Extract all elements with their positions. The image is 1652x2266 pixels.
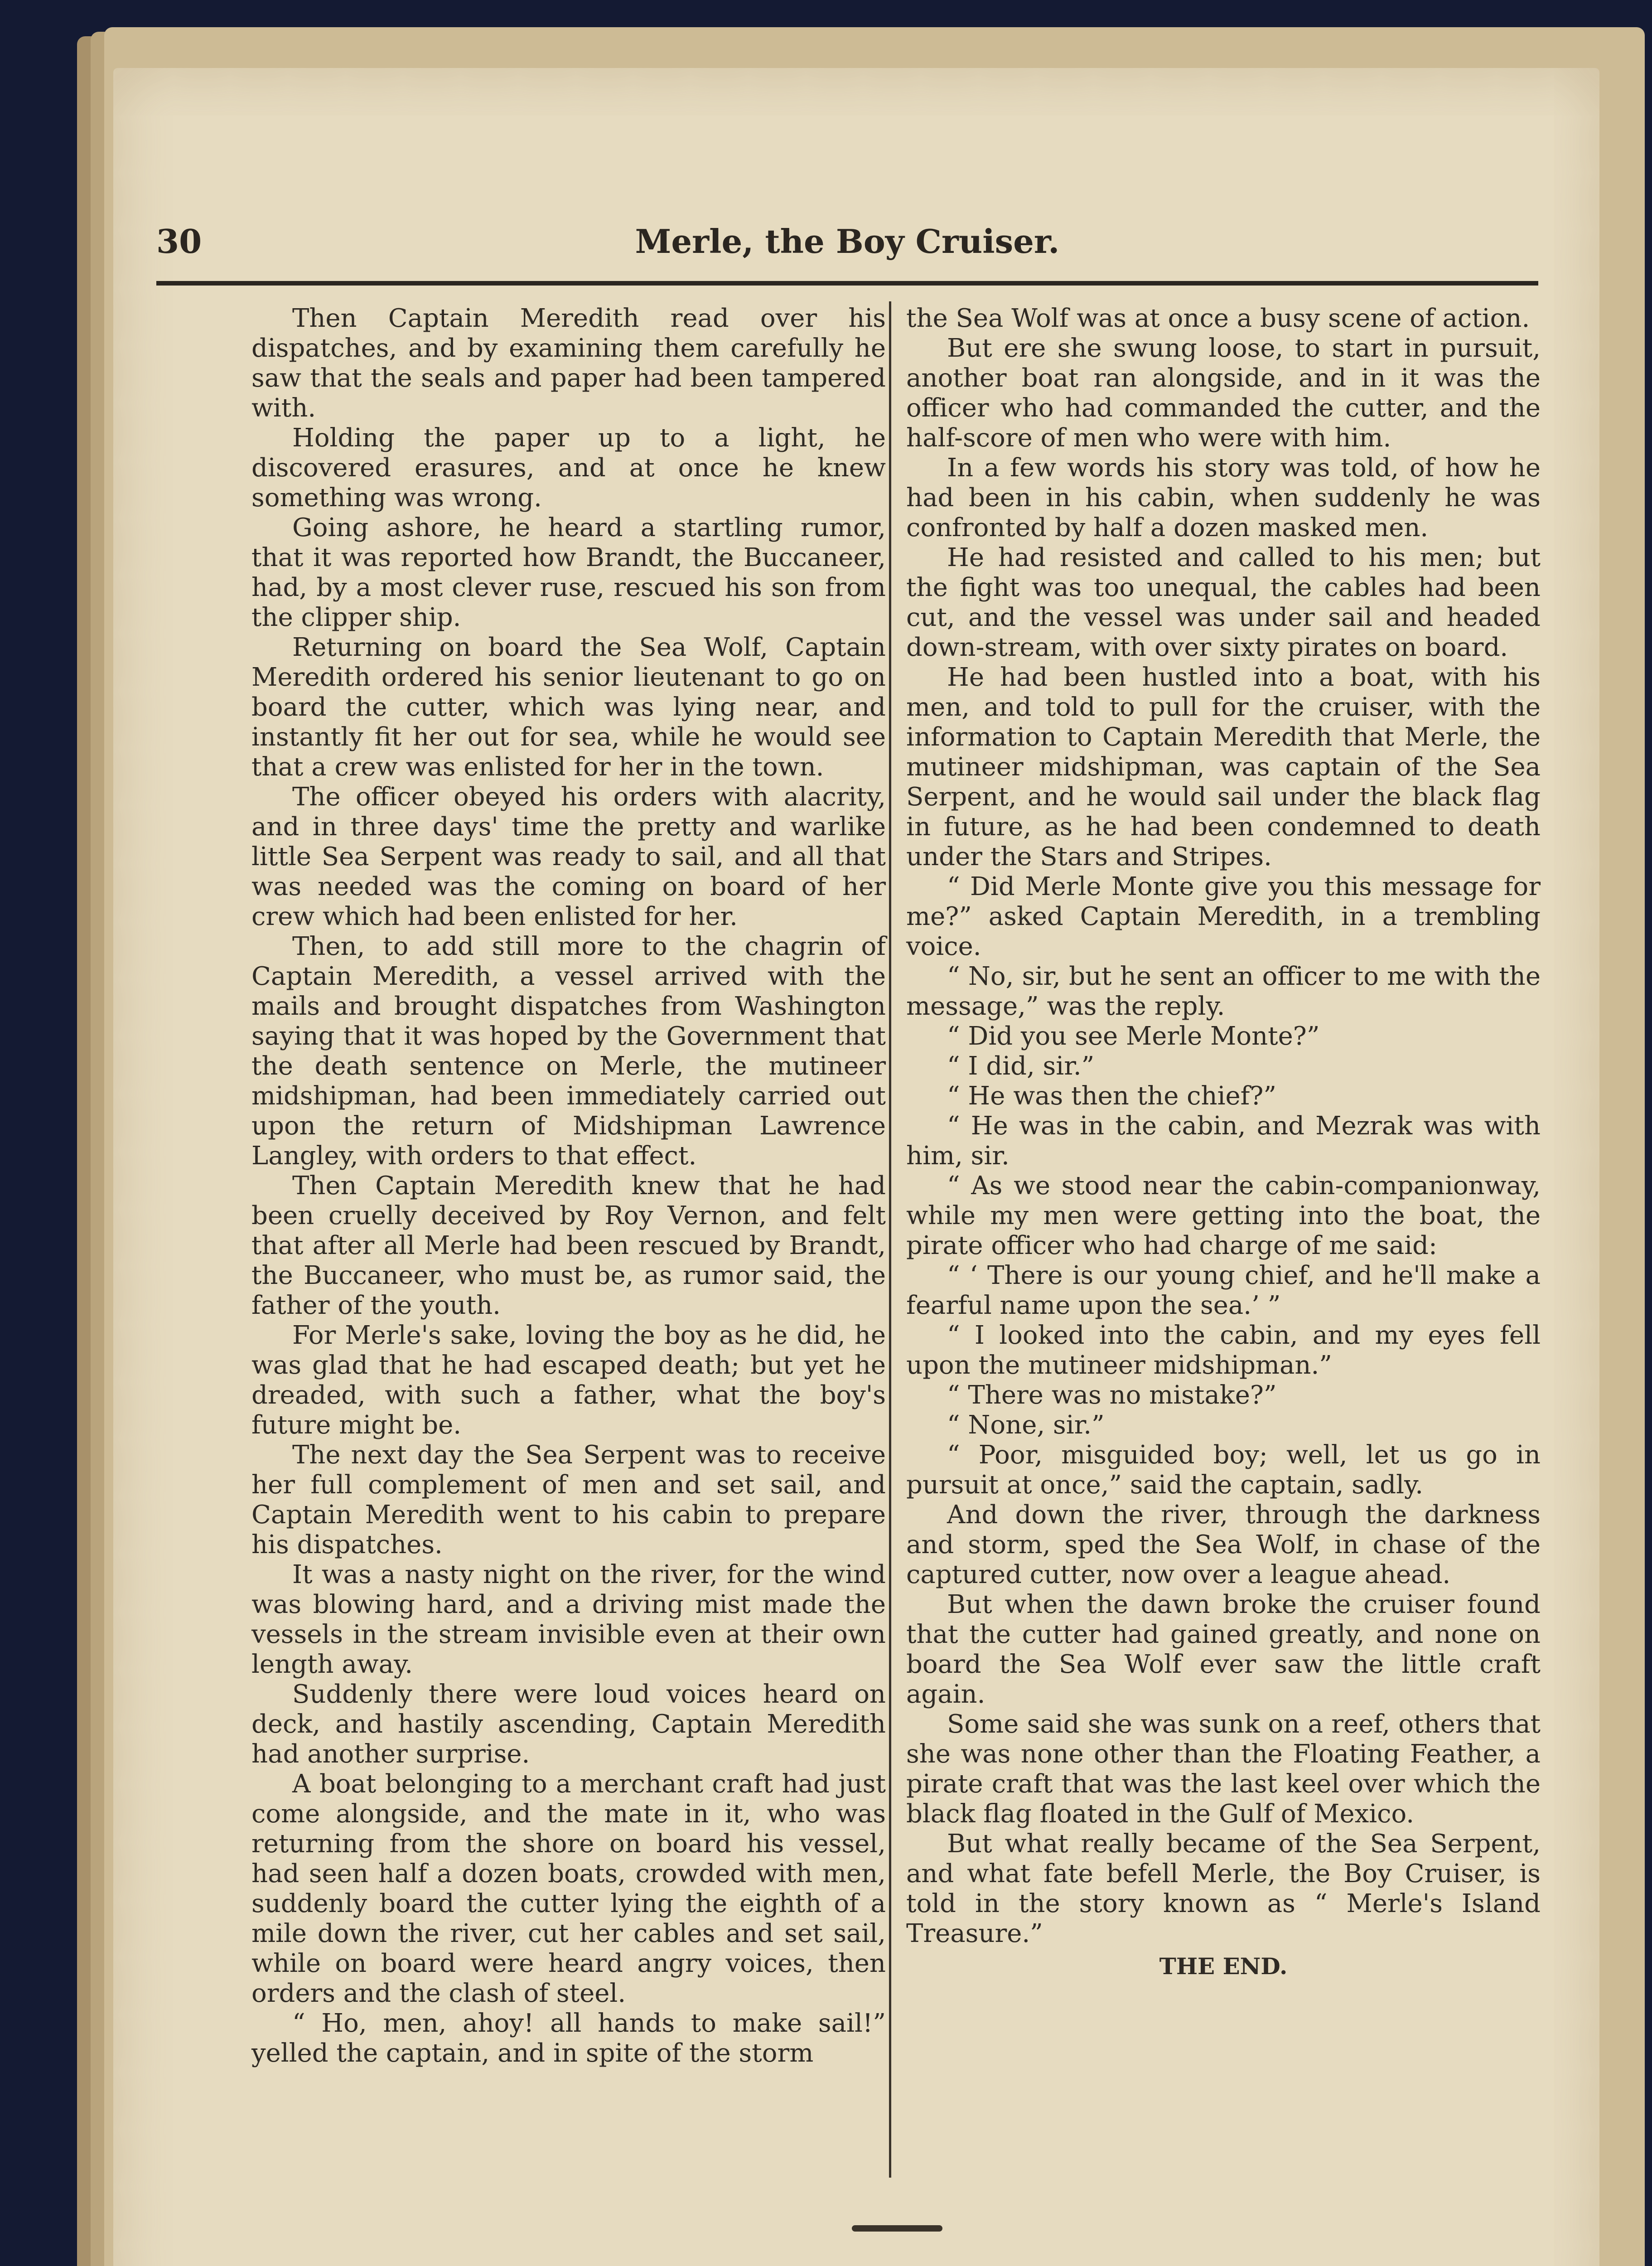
page-number: 30 — [156, 222, 202, 261]
paragraph: Then, to add still more to the chagrin of Captain Meredith, a vessel arrived with the mails and brought dispatches from Washington saying that it was hoped by the Government that the death sentence on Merle, the mutineer midshipman, had been immediately carried out upon the return of Midshipman Lawrence Langley, with orders to that effect. — [251, 932, 886, 1171]
paragraph: A boat belonging to a merchant craft had just come alongside, and the mate in it, who was returning from the shore on board his vessel, had seen half a dozen boats, crowded with men, suddenly board the cutter lying the eighth of a mile down the river, cut her cables and set sail, while on board were heard angry voices, then orders and the clash of steel. — [251, 1769, 886, 2008]
paragraph: “ I did, sir.” — [947, 1051, 1095, 1081]
paragraph: “ As we stood near the cabin-companionway, while my men were getting into the boat, the pirate officer who had charge of me said: — [906, 1171, 1541, 1260]
paragraph: Then Captain Meredith knew that he had been cruelly deceived by Roy Vernon, and felt that after all Merle had been rescued by Brandt, the Buccaneer, who must be, as rumor said, the father of the youth. — [251, 1171, 886, 1320]
paragraph: The next day the Sea Serpent was to receive her full complement of men and set sail, and Captain Meredith went to his cabin to prepare his dispatches. — [251, 1440, 886, 1559]
paragraph: “ Did Merle Monte give you this message for me?” asked Captain Meredith, in a trembling voice. — [906, 872, 1541, 961]
paragraph: “ Poor, misguided boy; well, let us go in pursuit at once,” said the captain, sadly. — [906, 1440, 1541, 1500]
paragraph: Suddenly there were loud voices heard on deck, and hastily ascending, Captain Meredith had another surprise. — [251, 1680, 886, 1769]
paragraph: Going ashore, he heard a startling rumor, that it was reported how Brandt, the Buccaneer, had, by a most clever ruse, rescued his son from the clipper ship. — [251, 513, 886, 632]
paragraph: Then Captain Meredith read over his dispatches, and by examining them carefully he saw that the seals and paper had been tampered with. — [251, 304, 886, 423]
paragraph: It was a nasty night on the river, for the wind was blowing hard, and a driving mist made the vessels in the stream invisible even at their own length away. — [251, 1560, 886, 1679]
page-header — [156, 213, 1538, 286]
paragraph: But ere she swung loose, to start in pursuit, another boat ran alongside, and in it was the officer who had commanded the cutter, and the half-score of men who were with him. — [906, 334, 1541, 453]
paragraph: the Sea Wolf was at once a busy scene of action. — [906, 304, 1530, 333]
running-title: Merle, the Boy Cruiser. — [635, 222, 1060, 261]
paragraph: Returning on board the Sea Wolf, Captain Meredith ordered his senior lieutenant to go on board the cutter, which was lying near, and instantly fit her out for sea, while he would see that a crew was enlisted for her in the town. — [251, 633, 886, 782]
paragraph: For Merle's sake, loving the boy as he did, he was glad that he had escaped death; but yet he dreaded, with such a father, what the boy's future might be. — [251, 1321, 886, 1440]
paragraph: “ ‘ There is our young chief, and he'll make a fearful name upon the sea.’ ” — [906, 1261, 1541, 1320]
paragraph: “ He was in the cabin, and Mezrak was with him, sir. — [906, 1111, 1541, 1171]
paragraph: “ Did you see Merle Monte?” — [947, 1022, 1320, 1051]
paragraph: “ Ho, men, ahoy! all hands to make sail!” yelled the captain, and in spite of the storm — [251, 2009, 886, 2068]
the-end-mark: THE END. — [1159, 1953, 1288, 1980]
paragraph: “ No, sir, but he sent an officer to me with the message,” was the reply. — [906, 962, 1541, 1021]
paragraph: “ I looked into the cabin, and my eyes fell upon the mutineer midshipman.” — [906, 1321, 1541, 1380]
paragraph: “ There was no mistake?” — [947, 1380, 1277, 1410]
paragraph: But what really became of the Sea Serpent, and what fate befell Merle, the Boy Cruiser, is told in the story known as “ Merle's Island Treasure.” — [906, 1829, 1541, 1948]
paragraph: Some said she was sunk on a reef, others that she was none other than the Floating Feather, a pirate craft that was the last keel over which the black flag floated in the Gulf of Mexico. — [906, 1709, 1541, 1829]
paragraph: He had been hustled into a boat, with his men, and told to pull for the cruiser, with the information to Captain Meredith that Merle, the mutineer midshipman, was captain of the Sea Serpent, and he would sail under the black flag in future, as he had been condemned to death under the Stars and Stripes. — [906, 663, 1541, 872]
paragraph: In a few words his story was told, of how he had been in his cabin, when suddenly he was confronted by half a dozen masked men. — [906, 453, 1541, 542]
right-column — [906, 304, 1541, 1981]
paragraph: He had resisted and called to his men; but the fight was too unequal, the cables had been cut, and the vessel was under sail and headed down-stream, with over sixty pirates on board. — [906, 543, 1541, 662]
paragraph: “ He was then the chief?” — [947, 1081, 1277, 1111]
paragraph: Holding the paper up to a light, he discovered erasures, and at once he knew something was wrong. — [251, 423, 886, 513]
paragraph: The officer obeyed his orders with alacrity, and in three days' time the pretty and warlike little Sea Serpent was ready to sail, and all that was needed was the coming on board of her crew which had been enlisted for her. — [251, 782, 886, 931]
column-divider — [889, 301, 891, 2178]
paragraph: “ None, sir.” — [947, 1410, 1105, 1440]
paragraph: And down the river, through the darkness and storm, sped the Sea Wolf, in chase of the captured cutter, now over a league ahead. — [906, 1500, 1541, 1589]
paragraph: But when the dawn broke the cruiser found that the cutter had gained greatly, and none on board the Sea Wolf ever saw the little craft again. — [906, 1590, 1541, 1709]
left-column — [251, 304, 886, 2068]
footer-ornament — [852, 2225, 942, 2232]
